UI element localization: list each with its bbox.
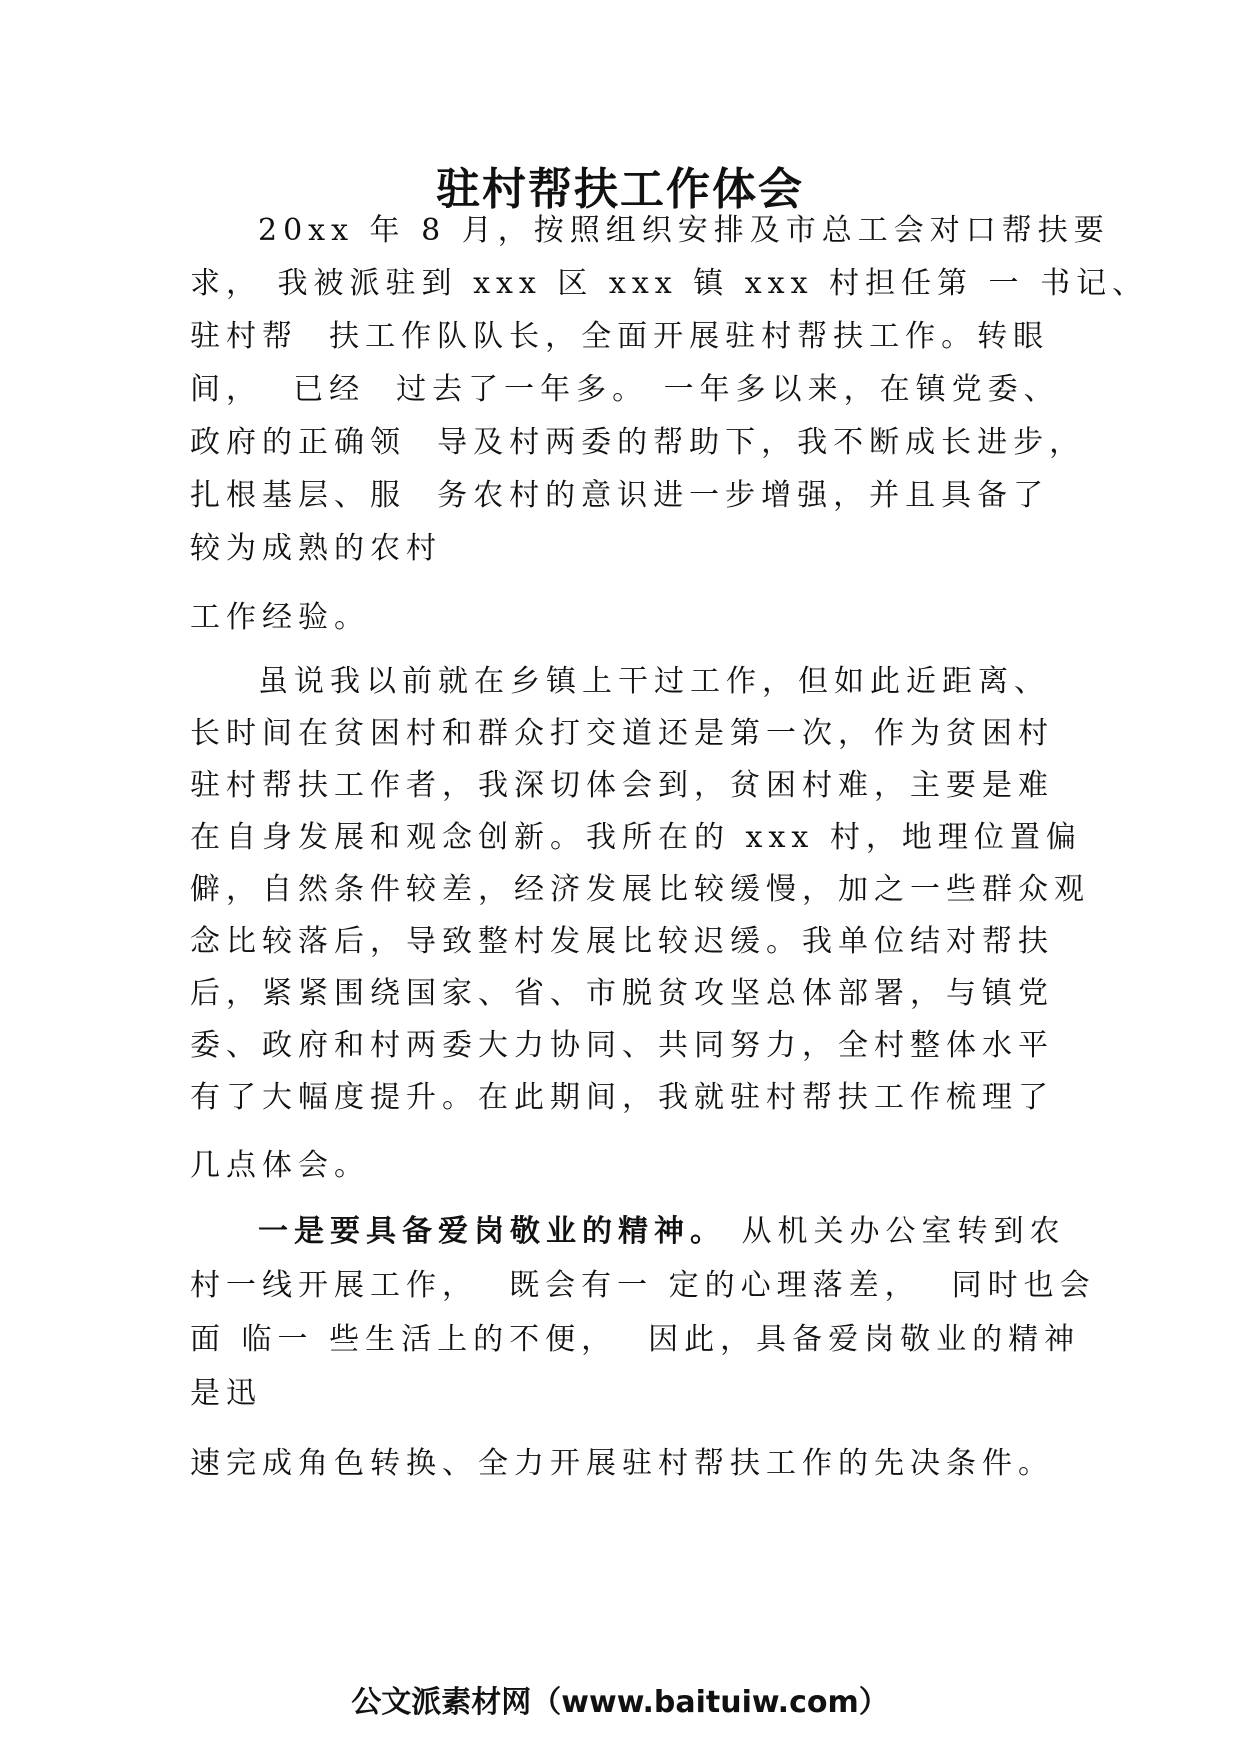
paragraph-1-line-7: 较为成熟的农村 bbox=[190, 531, 442, 566]
paragraph-1-line-4: 间， 已经 过去了一年多。 一年多以来，在镇党委、 bbox=[190, 372, 1060, 407]
document-title: 驻村帮扶工作体会 bbox=[436, 164, 804, 215]
paragraph-1-line-6: 扎根基层、服 务农村的意识进一步增强，并且具备了 bbox=[190, 478, 1050, 513]
paragraph-1-line-3: 驻村帮 扶工作队队长，全面开展驻村帮扶工作。转眼 bbox=[190, 319, 1050, 354]
paragraph-4-line-1: 几点体会。 bbox=[190, 1148, 370, 1183]
paragraph-3-line-1: 虽说我以前就在乡镇上干过工作，但如此近距离、 bbox=[258, 664, 1050, 699]
paragraph-6-line-1: 速完成角色转换、全力开展驻村帮扶工作的先决条件。 bbox=[190, 1446, 1054, 1481]
paragraph-3-line-9: 有了大幅度提升。在此期间，我就驻村帮扶工作梳理了 bbox=[190, 1080, 1054, 1115]
paragraph-5-line-1 bbox=[258, 1210, 1070, 1254]
paragraph-5-line-3: 面 临一 些生活上的不便， 因此，具备爱岗敬业的精神 bbox=[190, 1322, 1081, 1357]
paragraph-5-bold-lead: 一是要具备爱岗敬业的精神。 bbox=[258, 1214, 726, 1249]
paragraph-1-line-5: 政府的正确领 导及村两委的帮助下，我不断成长进步， bbox=[190, 425, 1086, 460]
paragraph-3-line-3: 驻村帮扶工作者，我深切体会到，贫困村难，主要是难 bbox=[190, 768, 1054, 803]
footer-source: 公文派素材网（www.baituiw.com） bbox=[351, 1685, 889, 1720]
paragraph-5-line-4: 是迅 bbox=[190, 1376, 262, 1411]
paragraph-5-line-2: 村一线开展工作， 既会有一 定的心理落差， 同时也会 bbox=[190, 1268, 1096, 1303]
paragraph-3-line-5: 僻，自然条件较差，经济发展比较缓慢，加之一些群众观 bbox=[190, 872, 1090, 907]
paragraph-1-line-1: 20xx 年 8 月，按照组织安排及市总工会对口帮扶要 bbox=[258, 213, 1110, 248]
paragraph-5-line-1-rest: 从机关办公室转到农 bbox=[726, 1214, 1066, 1249]
paragraph-3-line-2: 长时间在贫困村和群众打交道还是第一次，作为贫困村 bbox=[190, 716, 1054, 751]
paragraph-3-line-8: 委、政府和村两委大力协同、共同努力，全村整体水平 bbox=[190, 1028, 1054, 1063]
paragraph-3-line-6: 念比较落后，导致整村发展比较迟缓。我单位结对帮扶 bbox=[190, 924, 1054, 959]
paragraph-1-line-2: 求， 我被派驻到 xxx 区 xxx 镇 xxx 村担任第 一 书记、 bbox=[190, 266, 1149, 301]
paragraph-3-line-4: 在自身发展和观念创新。我所在的 xxx 村，地理位置偏 bbox=[190, 820, 1082, 855]
paragraph-3-line-7: 后，紧紧围绕国家、省、市脱贫攻坚总体部署，与镇党 bbox=[190, 976, 1054, 1011]
paragraph-2-line-1: 工作经验。 bbox=[190, 600, 370, 635]
